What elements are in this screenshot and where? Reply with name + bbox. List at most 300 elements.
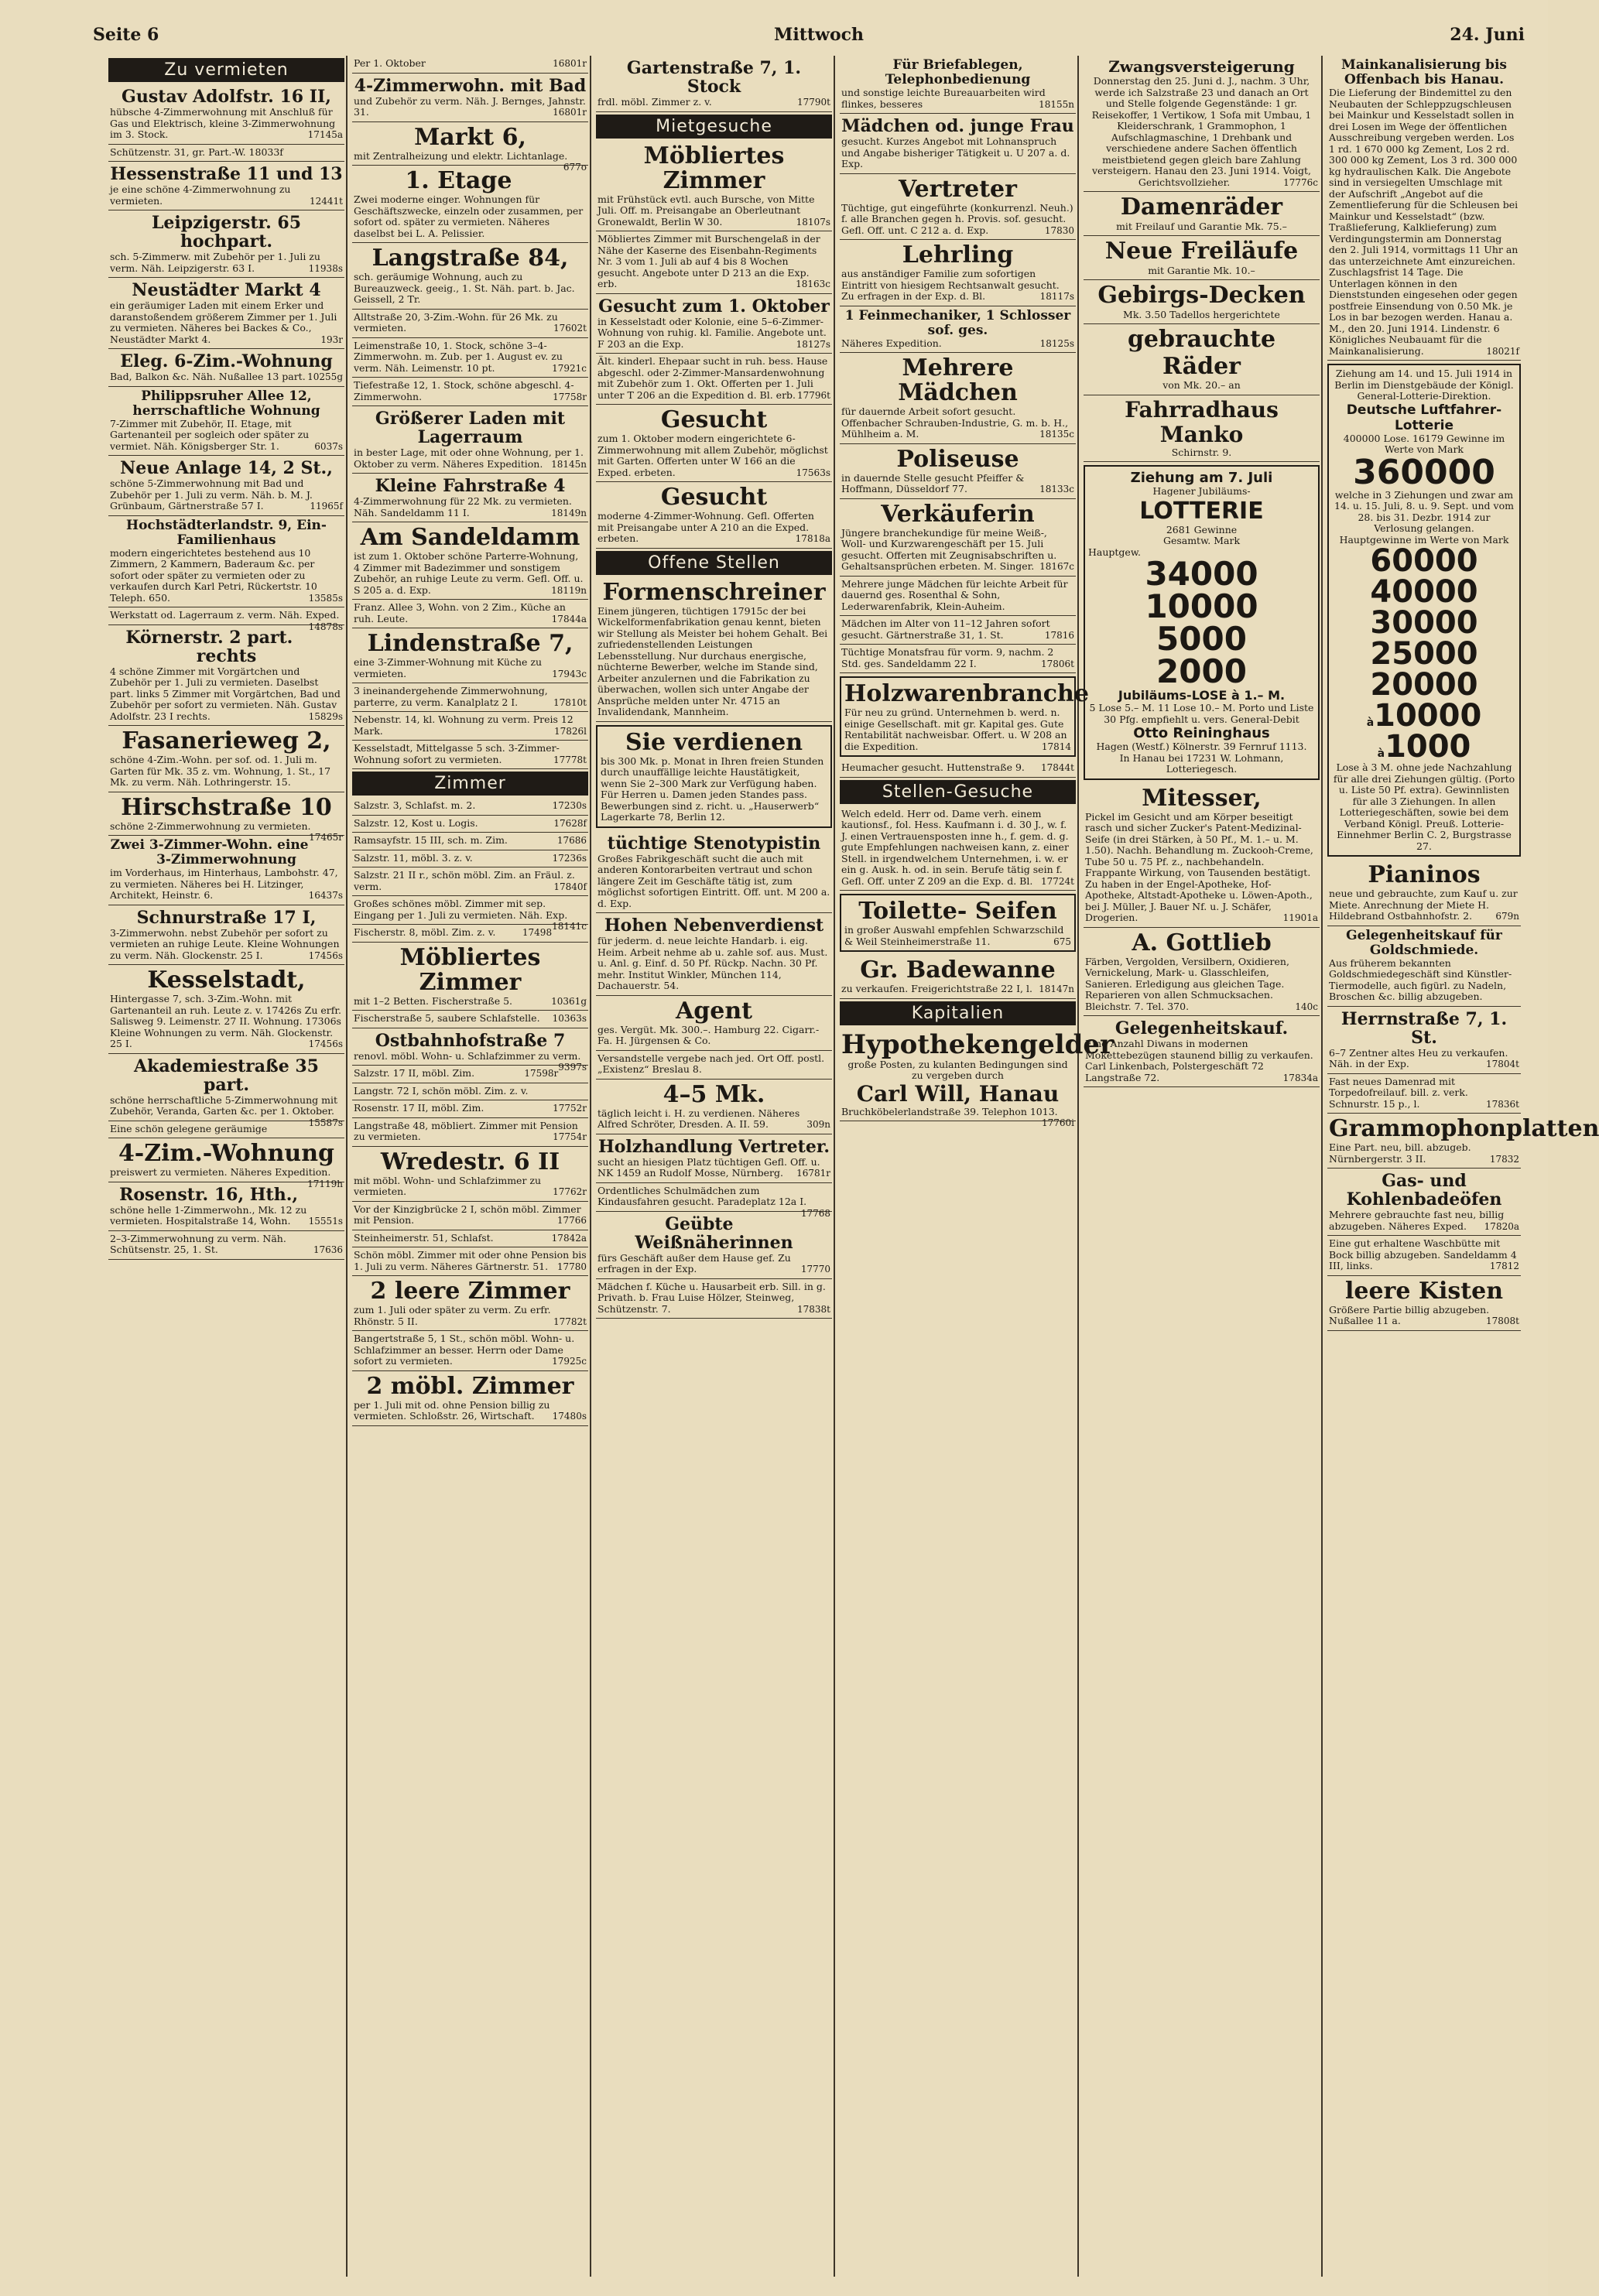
classified-ad xyxy=(596,56,832,112)
ad-body: und Zubehör zu verm. Näh. J. Bernges, Jahnstr. 31. xyxy=(354,94,586,118)
classified-ad xyxy=(352,1083,588,1101)
column-4 xyxy=(840,56,1114,2277)
ad-text xyxy=(1329,1142,1519,1165)
section-header: Zimmer xyxy=(352,772,588,796)
ad-code: 15829s xyxy=(308,710,343,722)
ad-text xyxy=(597,1281,830,1316)
ad-code: 17762r xyxy=(553,1186,587,1197)
classified-ad xyxy=(352,406,588,474)
classified-ad xyxy=(352,867,588,896)
ad-headline: Pianinos xyxy=(1368,861,1481,888)
ad-headline: Gesucht zum 1. Oktober xyxy=(598,296,830,317)
ad-headline: Rosenstr. 16, Hth., xyxy=(119,1184,299,1205)
ad-text xyxy=(354,1175,587,1198)
ad-text xyxy=(354,927,587,939)
classified-ad xyxy=(108,162,344,210)
ad-text xyxy=(354,149,587,173)
ad-headline: Mainkanalisierung bis Offenbach bis Hanau. xyxy=(1341,57,1507,87)
ad-code: 17832 xyxy=(1489,1153,1519,1165)
ad-headline: Holzhandlung Vertreter. xyxy=(597,1136,830,1157)
ad-code: 16801r xyxy=(553,58,587,69)
classified-ad xyxy=(1327,1007,1521,1074)
lottery-prize-row xyxy=(1332,574,1516,610)
ad-body: Rosenstr. 17 II, möbl. Zim. xyxy=(354,1102,484,1114)
ad-text xyxy=(110,419,343,453)
ad-headline: Poliseuse xyxy=(896,445,1019,473)
classified-ad xyxy=(352,522,588,600)
ad-text xyxy=(110,867,343,902)
ad-headline: Verkäuferin xyxy=(881,500,1035,528)
classified-ad xyxy=(596,913,832,996)
ad-body: täglich leicht i. H. zu verdienen. Näheres Alfred Schröter, Dresden. A. II. 59. xyxy=(597,1107,800,1130)
classified-ad xyxy=(840,645,1076,673)
ad-code: 17636 xyxy=(313,1244,343,1255)
ad-text xyxy=(841,618,1074,641)
classified-ad xyxy=(108,210,344,278)
ad-headline: gebrauchte Räder xyxy=(1127,326,1276,380)
lottery-prize-row xyxy=(1332,543,1516,579)
section-header: Offene Stellen xyxy=(596,551,832,575)
ad-text xyxy=(841,984,1074,995)
classified-ad xyxy=(1084,280,1320,324)
ad-headline: Hochstädterlandstr. 9, Ein-Familienhaus xyxy=(126,517,327,548)
ad-text xyxy=(110,184,343,207)
ad-code: 18021f xyxy=(1486,345,1519,357)
ad-code: 13585s xyxy=(308,592,343,604)
classified-ad xyxy=(1327,1114,1599,1169)
lottery-prize-row xyxy=(1332,729,1516,765)
lottery-name: LOTTERIE xyxy=(1139,497,1264,525)
classified-ad xyxy=(840,955,1076,999)
ad-headline: A. Gottlieb xyxy=(1132,929,1272,956)
ad-body: Möbliertes Zimmer mit Burschengelaß in der Nähe der Kaserne des Eisenbahn-Regiments Nr. 3 vom 1. Juli ab auf 4 bis 8 Wochen gesucht. Angebote unter D 213 an die Exp. erb. xyxy=(597,233,820,289)
ad-body: fürs Geschäft außer dem Hause gef. Zu erfragen in der Exp. xyxy=(597,1251,791,1275)
classified-ad xyxy=(108,1231,344,1260)
lottery-total: Gesamtw. Mark xyxy=(1162,535,1241,547)
classified-ad xyxy=(352,1011,588,1028)
classified-ad xyxy=(596,1134,832,1183)
ad-headline: Gustav Adolfstr. 16 II, xyxy=(122,87,331,107)
ad-code: 16781r xyxy=(796,1168,830,1179)
ad-text xyxy=(354,312,587,334)
ad-text xyxy=(354,602,587,624)
ad-code: 17790t xyxy=(797,97,830,108)
ad-body: ein geräumiger Laden mit einem Erker und daranstoßendem größerem Zimmer per 1. Juli zu vermieten. Näheres bei Backes & Co., Neustädter Markt 4. xyxy=(110,299,337,345)
ad-code: 17818a xyxy=(795,533,830,544)
ad-headline: Markt 6, xyxy=(414,123,526,151)
hypothek-addr: Bruchköbelerlandstraße 39. xyxy=(841,1105,980,1117)
lottery-foot: Lose à 3 M. ohne jede Nachzahlung für alle drei Ziehungen gültig. (Porto u. Liste 50 Pf. extra). Gewinnlisten für alle 3 Ziehungen. In allen Lotteriegeschäften, sowie bei dem Verband Königl. Preuß. Lotterie-Einnehmer Berlin C. 2, Burgstrasse 27. xyxy=(1333,761,1515,852)
lottery-agent: In Hanau bei 17231 W. Lohmann, Lotteriegesch. xyxy=(1119,751,1284,775)
ad-text xyxy=(841,762,1074,774)
classified-ad xyxy=(1084,1016,1320,1087)
ad-body: Fischerstr. 8, möbl. Zim. z. v. xyxy=(354,926,496,938)
classified-ad xyxy=(352,741,588,769)
ad-body: mit Freilauf und Garantie Mk. 75.– xyxy=(1116,220,1287,232)
ad-code: 17768 xyxy=(800,1207,830,1219)
lottery-house: Otto Reininghaus xyxy=(1133,725,1270,742)
ad-body: Tüchtige, gut eingeführte (konkurrenzl. Neuh.) f. alle Branchen gegen h. Provis. sof. gesucht. Gefl. Off. unt. C 212 a. d. Exp. xyxy=(841,201,1073,236)
ad-text xyxy=(1329,87,1519,357)
ad-code: 18145n xyxy=(551,458,587,470)
ad-body: Eine schön gelegene geräumige xyxy=(110,1122,268,1134)
ad-text xyxy=(354,1204,587,1227)
hypothek-text: große Posten, zu kulanten Bedingungen sind zu vergeben durch xyxy=(847,1058,1068,1081)
ad-headline: Vertreter xyxy=(899,175,1017,203)
ad-body: Mehrere gebrauchte fast neu, billig abzugeben. Näheres Exped. xyxy=(1329,1209,1505,1232)
classified-ad xyxy=(596,141,832,232)
ad-text xyxy=(1085,956,1318,1013)
ad-code: 17796t xyxy=(797,389,830,401)
ad-body: Mehrere junge Mädchen für leichte Arbeit für dauernd ges. Rosenthal & Sohn, Lederwarenfabrik, Klein-Auheim. xyxy=(841,577,1068,612)
lottery-note3: Hauptgewinne im Werte von Mark xyxy=(1339,533,1509,546)
classified-ad xyxy=(596,294,832,354)
ad-code: 18163c xyxy=(796,279,830,289)
ad-text xyxy=(354,686,587,708)
ad-code: 17838t xyxy=(797,1303,830,1315)
lottery-subtitle: Hagener Jubiläums- xyxy=(1152,485,1251,498)
ad-body: Mädchen im Alter von 11–12 Jahren sofort gesucht. Gärtnerstraße 31, 1. St. xyxy=(841,618,1050,641)
classified-ad xyxy=(1084,192,1320,236)
ad-headline: Fahrradhaus Manko xyxy=(1125,396,1279,447)
ad-body: Hintergasse 7, sch. 3-Zim.-Wohn. mit Gartenanteil an ruh. Leute z. v. 17426s Zu erfr. Salisweg 9. Leimenstr. 27 II. Wohnung. 17306s Kleine Wohnungen zu verm. Näh. Glockenstr. 25 I. xyxy=(110,993,341,1049)
lottery-prize-row xyxy=(1332,605,1516,641)
ad-body: gesucht. Kurzes Angebot mit Lohnanspruch und Angabe bisheriger Tätigkeit u. U 207 a. d. Exp. xyxy=(841,135,1070,169)
column-5 xyxy=(1084,56,1320,2277)
lottery-prize-row xyxy=(1332,667,1516,703)
section-header: Mietgesuche xyxy=(596,115,832,139)
weekday: Mittwoch xyxy=(774,25,865,45)
ad-text xyxy=(841,579,1074,613)
ad-body: für jederm. d. neue leichte Handarb. i. eig. Heim. Arbeit nehme ab u. zahle sof. aus. Must. u. Anl. g. Einf. d. 50 Pf. Rückp. Nachn. 30 Pf. mehr. Institut Winkler, München 114, Dachauerstr. 54. xyxy=(597,935,828,991)
classified-ad xyxy=(352,600,588,628)
ad-code: 140c xyxy=(1295,1001,1318,1012)
ad-text xyxy=(354,1400,587,1422)
ad-code: 17780 xyxy=(556,1261,587,1272)
ad-headline: Lindenstraße 7, xyxy=(367,630,574,657)
hagener-lottery-ad xyxy=(1084,465,1320,780)
ad-code: 17814 xyxy=(1041,741,1071,752)
ad-text xyxy=(597,317,830,351)
classified-ad xyxy=(1327,1276,1521,1331)
classified-ad xyxy=(108,349,344,387)
classified-ad xyxy=(352,474,588,522)
ad-text xyxy=(841,809,1074,888)
ad-body: je eine schöne 4-Zimmerwohnung zu vermieten. xyxy=(110,183,291,207)
classified-ad xyxy=(352,122,588,173)
hypothek-addr-row xyxy=(841,1105,1074,1128)
ad-text xyxy=(110,478,343,512)
ad-headline: 4–5 Mk. xyxy=(663,1080,765,1108)
ad-code: 17686 xyxy=(556,835,587,846)
luftfahrer-lottery-ad xyxy=(1327,364,1521,857)
ad-text xyxy=(110,251,343,274)
classified-ad xyxy=(352,1230,588,1248)
ad-text xyxy=(1329,1305,1519,1327)
ad-code: 17840f xyxy=(553,881,587,892)
lottery-note2: welche in 3 Ziehungen und zwar am 14. u. 15. Juli, 8. u. 9. Sept. und vom 28. bis 31. Dezbr. 1914 zur Verlosung gelangen. xyxy=(1334,488,1514,534)
ad-body: Eine Anzahl Diwans in modernen Mokettebezügen staunend billig zu verkaufen. Carl Linkenbach, Polstergeschäft 72 Langstraße 72. xyxy=(1085,1038,1313,1083)
ad-text xyxy=(841,203,1074,237)
hypothek-ad xyxy=(840,1028,1114,1128)
ad-headline: Gas- und Kohlenbadeöfen xyxy=(1346,1171,1502,1210)
ad-headline: Gelegenheitskauf. xyxy=(1115,1018,1289,1039)
classified-ad xyxy=(108,516,344,608)
ad-headline: Lehrling xyxy=(902,241,1014,269)
ad-body: in dauernde Stelle gesucht Pfeiffer & Hoffmann, Düsseldorf 77. xyxy=(841,471,1025,494)
ad-body: 3-Zimmerwohn. nebst Zubehör per sofort zu vermieten an ruhige Leute. Kleine Wohnungen zu verm. Näh. Glockenstr. 25 I. xyxy=(110,926,340,961)
ad-code: 18107s xyxy=(796,216,830,228)
ad-text xyxy=(354,1121,587,1143)
ad-body: 4 schöne Zimmer mit Vorgärtchen und Zubehör per 1. Juli zu vermieten. Daselbst part. links 5 Zimmer mit Vorgärtchen, Bad und Zubehör per sofort zu vermieten. Näh. Gustav Adolfstr. 23 I rechts. xyxy=(110,665,341,722)
ad-body: Eine Part. neu, bill. abzugeb. Nürnbergerstr. 3 II. xyxy=(1329,1141,1471,1165)
ad-body: Donnerstag den 25. Juni d. J., nachm. 3 Uhr, werde ich Salzstraße 23 und danach an Ort und Stelle folgende Gegenstände: 1 gr. Reisekoffer, 1 Vertikow, 1 Sofa mit Umbau, 1 Kleiderschrank, 1 Grammophon, 1 Aufschlagmaschine, 1 Drehbank und verschiedene andere Sachen öffentlich meistbietend gegen gleich bare Zahlung versteigern. Hanau den 23. Juni 1914. Voigt, Gerichtsvollzieher. xyxy=(1091,75,1312,188)
classified-ad xyxy=(108,792,344,843)
ad-body: 3 ineinandergehende Zimmerwohnung, parterre, zu verm. Kanalplatz 2 I. xyxy=(354,685,548,708)
ad-text xyxy=(110,147,343,159)
section-header: Kapitalien xyxy=(840,1001,1076,1025)
ad-text xyxy=(597,433,830,478)
ad-body: Für neu zu gründ. Unternehmen b. werd. n. einige Gesellschaft. mit gr. Kapital ges. Gute Rentabilität nachweisbar. Offert. u. W 208 an die Expedition. xyxy=(844,707,1067,752)
ad-headline: Eleg. 6-Zim.-Wohnung xyxy=(120,351,333,371)
ad-body: für dauernde Arbeit sofort gesucht. Offenbacher Schrauben-Industrie, G. m. b. H., Mühlheim a. M. xyxy=(841,405,1069,440)
ad-code: 17602t xyxy=(553,323,587,334)
ad-text xyxy=(597,854,830,910)
classified-ad xyxy=(108,965,344,1054)
column-1 xyxy=(108,56,344,2277)
ad-headline: Zwangsversteigerung xyxy=(1108,57,1295,76)
ad-text xyxy=(597,1253,830,1275)
classified-ad xyxy=(596,354,832,405)
ad-headline: 2 leere Zimmer xyxy=(370,1278,570,1305)
ad-code: 17563s xyxy=(796,467,830,478)
ad-code: 10363s xyxy=(552,1013,587,1024)
ad-code: 18167c xyxy=(1039,561,1074,572)
ad-text xyxy=(354,1233,587,1244)
ad-text xyxy=(354,272,587,306)
classified-ad xyxy=(352,683,588,712)
ad-code: 17830 xyxy=(1044,224,1074,236)
ad-headline: Mitesser, xyxy=(1142,784,1262,812)
ad-text xyxy=(597,1157,830,1179)
ad-body: Aus früherem bekannten Goldschmiedegeschäft sind Künstler-Tiermodelle, auch figürl. zu Nadeln, Broschen &c. billig abzugeben. xyxy=(1329,956,1512,1002)
classified-ad xyxy=(108,1138,344,1189)
ad-text xyxy=(354,996,587,1008)
classified-ad xyxy=(352,1147,588,1202)
ad-code: 14878s xyxy=(308,621,343,632)
classified-ad xyxy=(108,456,344,516)
ad-headline: Ostbahnhofstraße 7 xyxy=(375,1030,566,1051)
ad-text xyxy=(841,269,1074,303)
ad-body: 6–7 Zentner altes Heu zu verkaufen. Näh. in der Exp. xyxy=(1329,1046,1508,1069)
ad-text xyxy=(110,548,343,604)
ad-code: 18119n xyxy=(551,584,587,596)
ad-text xyxy=(1329,1076,1519,1110)
ad-code: 17758r xyxy=(553,391,587,402)
ad-body: Mädchen f. Küche u. Hausarbeit erb. Sill. in g. Privath. b. Frau Luise Hölzer, Steinweg, Schützenstr. 7. xyxy=(597,1280,826,1315)
classified-ad xyxy=(840,616,1076,645)
ad-body: mit Zentralheizung und elektr. Lichtanlage. xyxy=(354,149,568,162)
ad-text xyxy=(110,666,343,723)
date: 24. Juni xyxy=(1450,25,1525,45)
ad-headline: Agent xyxy=(675,997,752,1025)
ad-headline: Wredestr. 6 II xyxy=(380,1148,560,1175)
classified-ad xyxy=(352,850,588,868)
ad-headline: Schnurstraße 17 I, xyxy=(136,907,317,928)
ad-code: 17498 xyxy=(522,927,553,938)
ad-headline: Kleine Fahrstraße 4 xyxy=(375,476,566,496)
ad-code: 11901a xyxy=(1282,912,1318,924)
ad-code: 17230s xyxy=(552,800,587,811)
ad-body: Langstraße 48, möbliert. Zimmer mit Pension zu vermieten. xyxy=(354,1119,578,1142)
lottery-name: Deutsche Luftfahrer-Lotterie xyxy=(1346,402,1502,433)
ad-body: schöne herrschaftliche 5-Zimmerwohnung mit Zubehör, Veranda, Garten &c. per 1. Oktober. xyxy=(110,1093,338,1117)
ad-text xyxy=(354,1333,587,1367)
classified-ad xyxy=(596,1212,832,1279)
ad-body: sucht an hiesigen Platz tüchtigen Gefl. Off. u. NK 1459 an Rudolf Mosse, Nürnberg. xyxy=(597,1155,820,1179)
ad-headline: Toilette- Seifen xyxy=(858,898,1057,925)
ad-text xyxy=(354,194,587,239)
ad-headline: Am Sandeldamm xyxy=(360,524,580,551)
ad-headline: 4-Zim.-Wohnung xyxy=(118,1140,335,1167)
ad-body: Ordentliches Schulmädchen zum Kindausfahren gesucht. Paradeplatz 12a I. xyxy=(597,1184,807,1207)
classified-ad xyxy=(352,628,588,683)
classified-ad xyxy=(840,174,1076,241)
ad-body: Welch edeld. Herr od. Dame verh. einem kautionsf., fol. Hess. Kaufmann i. d. 30 J., w. f. J. einen Vertrauensposten inne h., f. gem. d. g. gute Empfehlungen nachweisen kann, z. einer Stell. in irgendwelchem Unternehmen, i. w. er ein g. Ausk. h. od. in sein. Berufe tätig sein f. Gefl. Off. unter Z 209 an die Exp. d. Bl. xyxy=(841,807,1069,887)
ad-headline: Gesucht xyxy=(660,406,768,433)
ad-body: bis 300 Mk. p. Monat in Ihren freien Stunden durch unauffällige leichte Haustätigkeit, wenn Sie 2–300 Mark zur Verfügung haben. Für Herren u. Damen jeden Standes pass. Bewerbungen sind z. richt. u. „Hauserwerb“ Lagerkarte 78, Berlin 12. xyxy=(601,754,824,823)
ad-body: schöne 5-Zimmerwohnung mit Bad und Zubehör per 1. Juli zu verm. Näh. b. M. J. Grünbaum, Gärtnerstraße 57 I. xyxy=(110,477,313,512)
classified-ad xyxy=(352,1371,588,1426)
lottery-winners: 2681 Gewinne xyxy=(1166,523,1238,536)
classified-ad xyxy=(840,353,1076,444)
ad-body: und sonstige leichte Bureauarbeiten wird flinkes, besseres xyxy=(841,87,1046,110)
ad-code: 17456s xyxy=(308,950,343,961)
ad-text xyxy=(1085,76,1318,188)
ad-body: Salzstr. 11, möbl. 3. z. v. xyxy=(354,851,473,864)
ad-headline: Leipzigerstr. 65 hochpart. xyxy=(151,213,302,251)
ad-body: schöne helle 1-Zimmerwohn., Mk. 12 zu vermieten. Hospitalstraße 14, Wohn. xyxy=(110,1203,307,1227)
ad-headline: leere Kisten xyxy=(1344,1277,1504,1305)
ad-code: 16801r xyxy=(553,107,587,118)
classified-ad xyxy=(1084,324,1320,395)
ad-text xyxy=(841,136,1074,170)
ad-body: Fast neues Damenrad mit Torpedofreilauf. bill. z. verk. Schnurstr. 15 p., l. xyxy=(1329,1075,1468,1110)
ad-text xyxy=(354,657,587,679)
ad-code: 17119h xyxy=(307,1178,343,1189)
ad-code: 17754r xyxy=(553,1131,587,1142)
ad-headline: Neue Anlage 14, 2 St., xyxy=(120,458,333,478)
ad-body: Per 1. Oktober xyxy=(354,57,426,69)
classified-ad xyxy=(352,378,588,406)
ad-text xyxy=(354,835,587,847)
ad-body: sch. 5-Zimmerw. mit Zubehör per 1. Juli zu verm. Näh. Leipzigerstr. 63 I. xyxy=(110,251,320,274)
ad-code: 10361g xyxy=(551,995,587,1007)
page-header xyxy=(93,22,1525,53)
ad-text xyxy=(1329,1210,1519,1232)
ad-body: zum 1. Oktober modern eingerichtete 6-Zimmerwohnung mit allem Zubehör, möglichst mit Garten. Offerten unter W 166 an die Exped. erbeten. xyxy=(597,433,828,478)
ad-text xyxy=(354,1013,587,1025)
classified-ad xyxy=(596,996,832,1051)
lottery-prize: 40000 xyxy=(1370,574,1478,610)
classified-ad xyxy=(352,56,588,74)
classified-ad xyxy=(1327,860,1521,926)
ad-headline: Damenräder xyxy=(1120,193,1283,221)
ad-headline: tüchtige Stenotypistin xyxy=(607,833,821,854)
ad-text xyxy=(354,380,587,402)
ad-headline: Kesselstadt, xyxy=(147,967,306,994)
ad-code: 17456s xyxy=(308,1039,343,1049)
ad-headline: Grammophonplatten xyxy=(1329,1115,1599,1142)
ad-text xyxy=(354,1068,587,1080)
ad-code: 17628f xyxy=(553,817,587,829)
ad-code: 17766 xyxy=(556,1215,587,1226)
ad-body: Näheres Expedition. xyxy=(841,337,942,349)
ad-code: 17480s xyxy=(552,1411,587,1422)
ad-text xyxy=(1085,221,1318,233)
ad-headline: 2 möbl. Zimmer xyxy=(366,1372,574,1400)
ad-text xyxy=(597,511,830,545)
classified-ad xyxy=(1327,56,1521,361)
ad-body: modern eingerichtetes bestehend aus 10 Zimmern, 2 Kammern, Baderaum &c. per sofort oder später zu vermieten oder zu verkaufen durch Karl Petri, Rückertstr. 10 Teleph. 650. xyxy=(110,546,317,604)
ad-text xyxy=(597,356,830,401)
ad-headline: 4-Zimmerwohn. mit Bad xyxy=(354,75,587,96)
ad-text xyxy=(354,853,587,864)
ad-body: Mk. 3.50 Tadellos hergerichtete xyxy=(1123,308,1280,320)
ad-text xyxy=(841,406,1074,440)
classified-ad xyxy=(352,1247,588,1276)
classified-ad xyxy=(1084,236,1320,280)
ad-text xyxy=(110,994,343,1050)
ad-body: neue und gebrauchte, zum Kauf u. zur Miete. Anrechnung der Miete H. Hildebrand Ostbahnhofstr. 2. xyxy=(1329,888,1518,922)
ad-text xyxy=(110,1166,343,1189)
ad-text xyxy=(354,1103,587,1114)
classified-ad xyxy=(596,1051,832,1080)
ad-code: 17921c xyxy=(552,362,587,374)
ad-code: 17834a xyxy=(1282,1072,1318,1083)
classified-ad xyxy=(352,338,588,378)
ad-headline: Akademiestraße 35 part. xyxy=(134,1056,319,1095)
ad-code: 18135c xyxy=(1039,429,1074,440)
lottery-prize: 34000 xyxy=(1145,555,1258,594)
lottery-prize-row xyxy=(1332,636,1516,672)
ad-headline: Holzwarenbranche xyxy=(844,680,1089,707)
ad-code: 309n xyxy=(806,1119,830,1130)
classified-ad xyxy=(840,577,1076,617)
ad-text xyxy=(354,1305,587,1327)
ad-body: ist zum 1. Oktober schöne Parterre-Wohnung, 4 Zimmer mit Badezimmer und sonstigem Zubehör, an ruhige Leute zu verm. Gefl. Off. u. S 205 a. d. Exp. xyxy=(354,550,584,596)
ad-body: zu verkaufen. Freigerichtstraße 22 I, l. xyxy=(841,983,1032,994)
ad-headline: Formenschreiner xyxy=(602,578,826,606)
classified-ad xyxy=(1084,928,1320,1017)
ad-body: per 1. Juli mit od. ohne Pension billig zu vermieten. Schloßstr. 26, Wirtschaft. xyxy=(354,1398,550,1422)
ad-body: Salzstr. 12, Kost u. Logis. xyxy=(354,816,478,829)
ad-body: Die Lieferung der Bindemittel zu den Neubauten der Schleppzugschleusen bei Mainkur und Kesselstadt sollen in drei Losen im Wege der öffentlichen Ausschreibung vergeben werden. Los 1 rd. 1 670 000 kg Zement, Los 2 rd. 300 000 kg Zement, Los 3 rd. 300 000 kg hydraulischen Kalk. Die Angebote sind in versiegelten Umschlage mit der Aufschrift „Angebot auf die Zementlieferung für die Schleusen bei Mainkur und Kesselstadt“ (bzw. Traßlieferung, Kalklieferung) zum Verdingungstermin am Donnerstag den 2. Juli 1914, vormittags 11 Uhr an das unterzeichnete Amt einzureichen. Zuschlagsfrist 14 Tage. Die Unterlagen können in den Dienststunden eingesehen oder gegen postfreie Einsendung von 0.50 Mk. je Los in bar bezogen werden. Hanau a. M., den 20. Juni 1914. Lindenstr. 6 Königliches Neubauamt für die Mainkanalisierung. xyxy=(1329,87,1519,357)
lottery-prize: 25000 xyxy=(1370,636,1478,672)
classified-ad xyxy=(108,84,344,145)
lottery-lose2: 5 Lose 5.– M. 11 Lose 10.– M. Porto und Liste 30 Pfg. empfiehlt u. vers. General-Debit xyxy=(1089,702,1314,725)
hypothek-code: 17760i xyxy=(1041,1117,1074,1128)
ad-body: Tiefestraße 12, 1. Stock, schöne abgeschl. 4-Zimmerwohn. xyxy=(354,379,574,402)
classified-ad xyxy=(1327,1074,1521,1114)
lottery-note: 400000 Lose. 16179 Gewinne im Werte von Mark xyxy=(1343,432,1505,455)
ad-code: 18149n xyxy=(551,507,587,518)
ad-code: 17925c xyxy=(552,1356,587,1367)
classified-ad xyxy=(840,806,1076,891)
ad-body: Versandstelle vergebe nach jed. Ort Off. postl. „Existenz“ Breslau 8. xyxy=(597,1052,825,1075)
ad-text xyxy=(1085,265,1318,277)
ad-text xyxy=(354,58,587,70)
